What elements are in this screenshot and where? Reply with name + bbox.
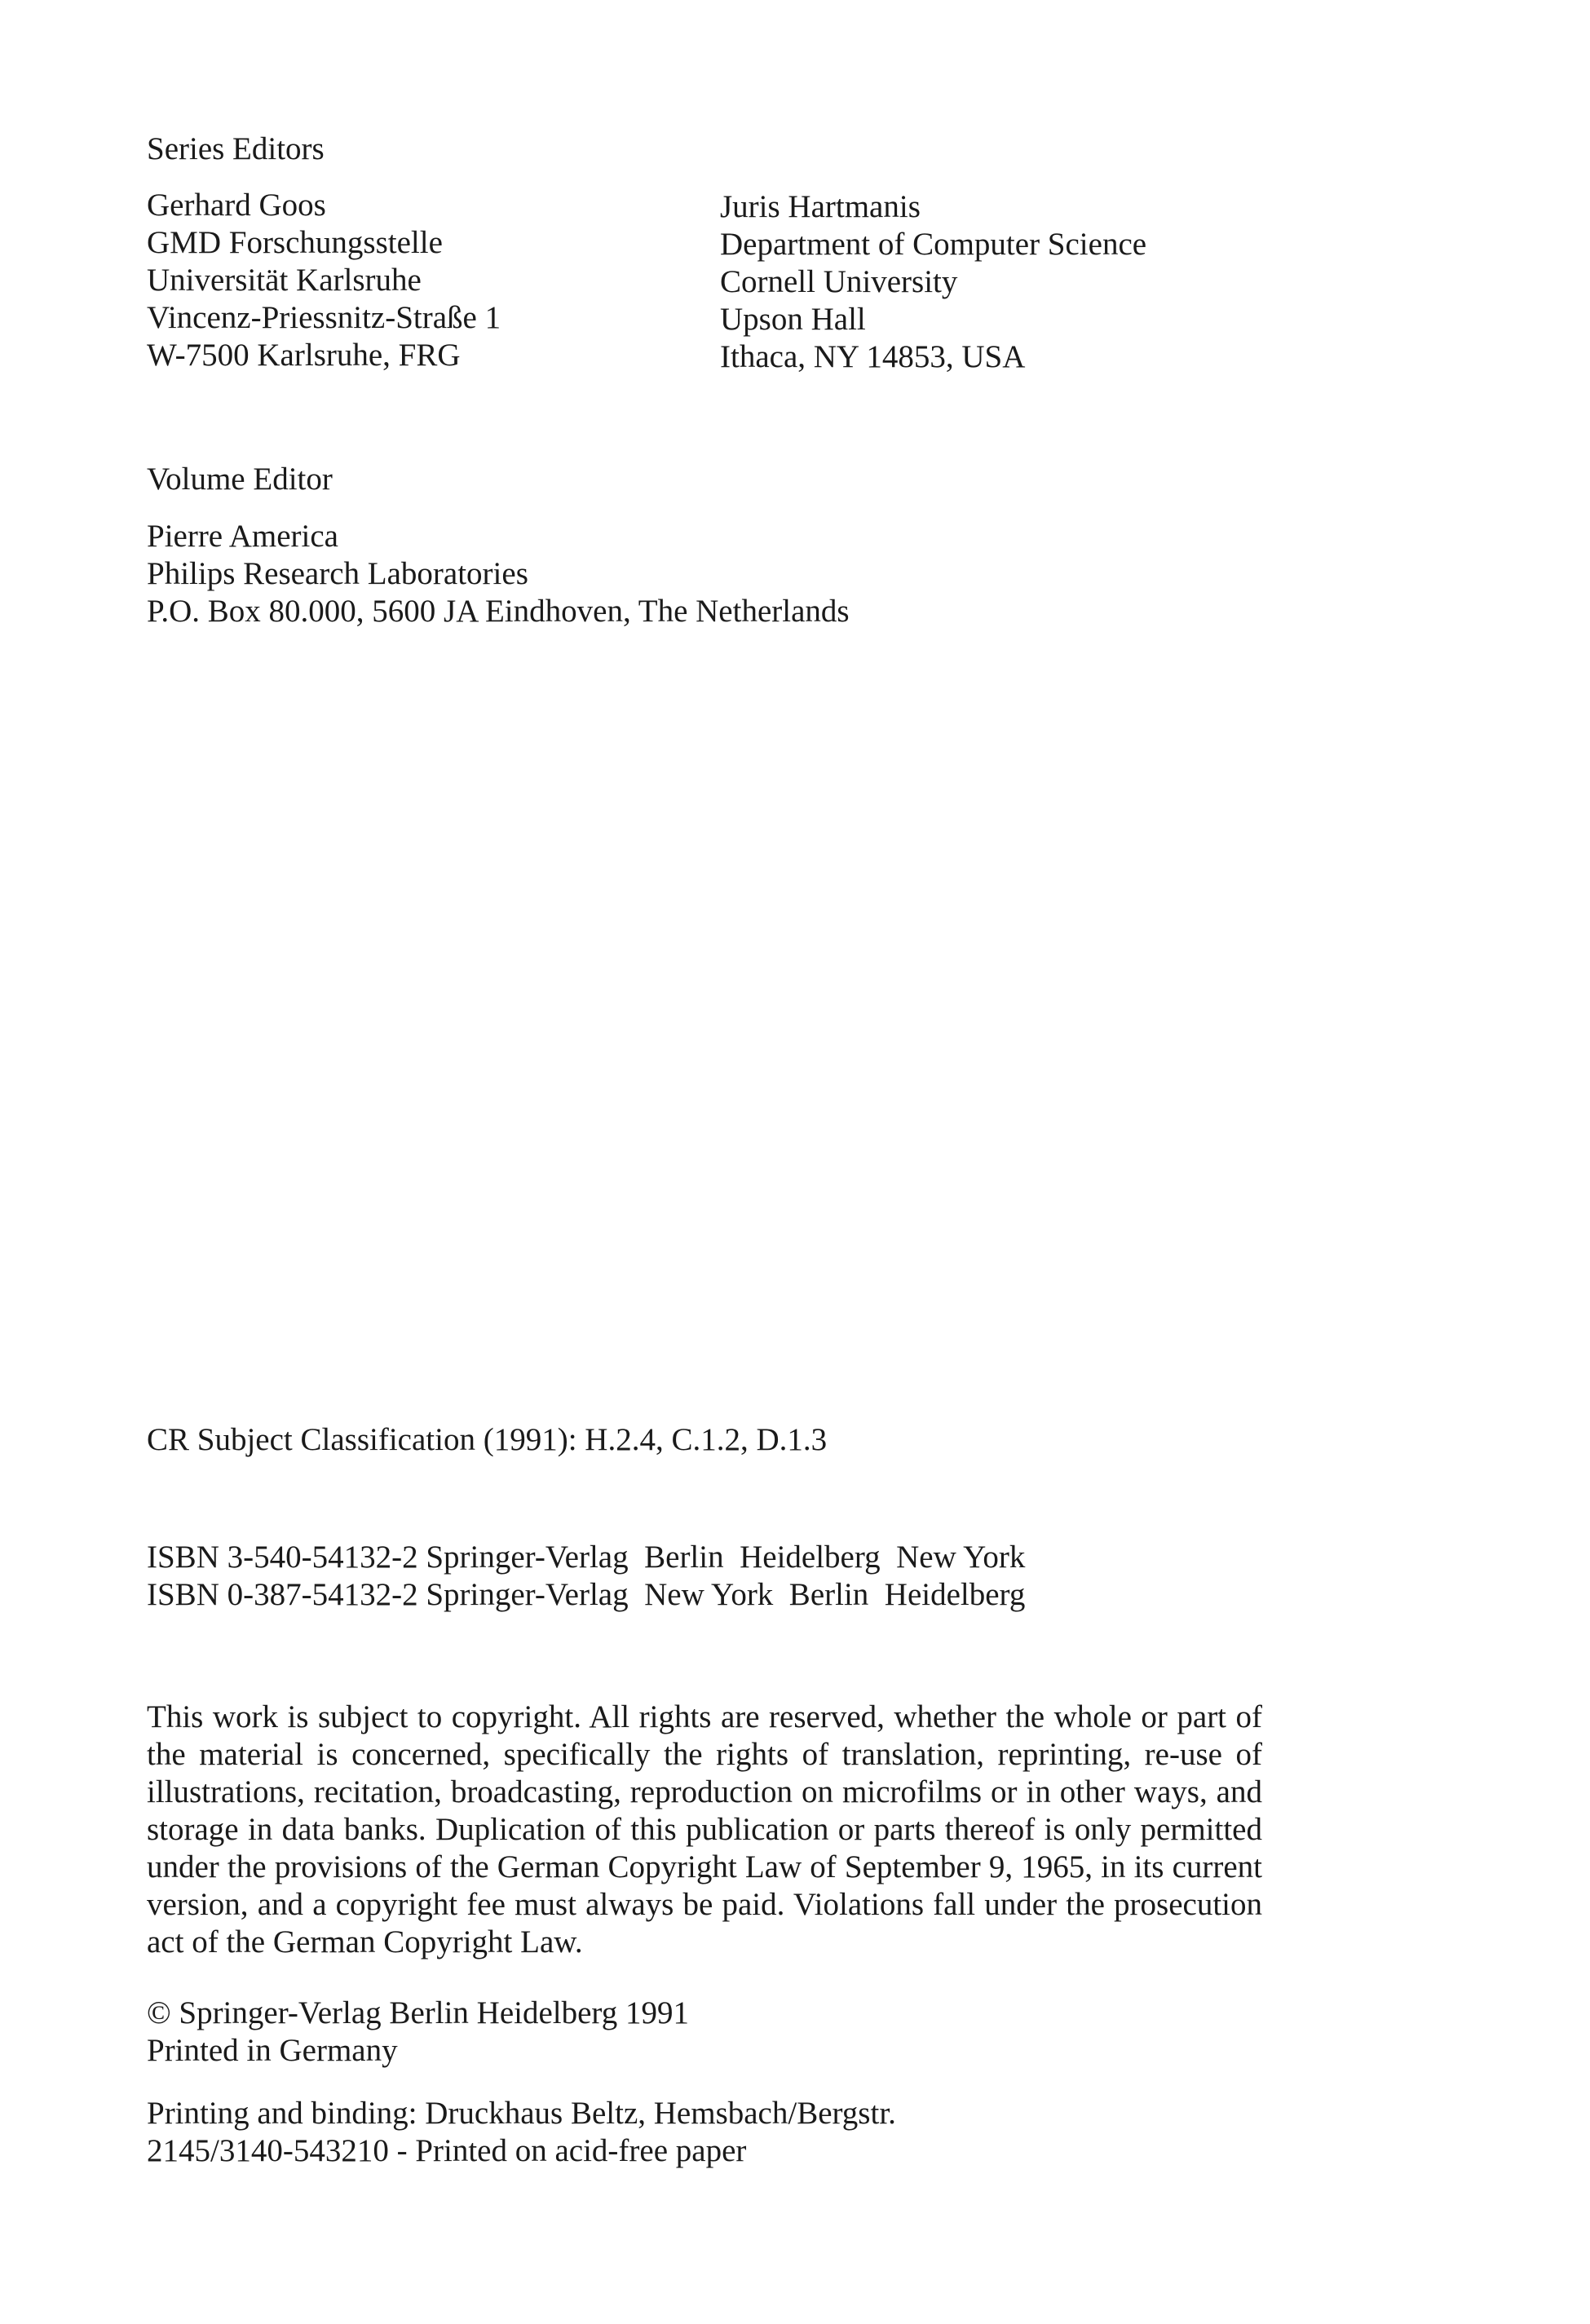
printing-code-line: 2145/3140-543210 - Printed on acid-free paper [147, 2133, 747, 2168]
isbn-line [147, 1539, 1025, 1576]
address-line: Cornell University [720, 264, 958, 299]
address-line: Juris Hartmanis [720, 189, 921, 224]
isbn-text: ISBN 3-540-54132-2 Springer-Verlag Berlin Heidelberg New York [147, 1540, 1026, 1575]
printing-info [147, 2095, 896, 2170]
address-line: P.O. Box 80.000, 5600 JA Eindhoven, The Netherlands [147, 594, 850, 629]
address-line: GMD Forschungsstelle [147, 225, 443, 260]
address-line: Upson Hall [720, 302, 866, 337]
printing-binding-line: Printing and binding: Druckhaus Beltz, Hemsbach/Bergstr. [147, 2096, 896, 2131]
volume-editor-address [147, 518, 850, 630]
address-line: Ithaca, NY 14853, USA [720, 339, 1026, 374]
address-line: Universität Karlsruhe [147, 263, 422, 298]
address-line: W-7500 Karlsruhe, FRG [147, 338, 461, 373]
copyright-notice: This work is subject to copyright. All rights are reserved, whether the whole or part of the material is concerned, specifically the rights of translation, reprinting, re-use of illustrations, recitation, broadcasting, reproduction on microfilms or in other ways, and storage in data banks. Duplication of this publication or parts thereof is only permitted under the provisions of the German Copyright Law of September 9, 1965, in its current version, and a copyright fee must always be paid. Violations fall under the prosecution act of the German Copyright Law. [147, 1699, 1262, 1959]
address-line: Philips Research Laboratories [147, 556, 528, 591]
address-line: Vincenz-Priessnitz-Straße 1 [147, 300, 501, 335]
editor-goos-address [147, 187, 501, 374]
series-editors-heading: Series Editors [147, 131, 325, 166]
editor-hartmanis-address [720, 188, 1146, 376]
copyright-statement [147, 1995, 689, 2070]
cr-subject-classification: CR Subject Classification (1991): H.2.4, C.1.2, D.1.3 [147, 1422, 828, 1457]
isbn-text: ISBN 0-387-54132-2 Springer-Verlag New York Berlin Heidelberg [147, 1577, 1026, 1612]
address-line: Gerhard Goos [147, 188, 326, 223]
copyright-line: © Springer-Verlag Berlin Heidelberg 1991 [147, 1995, 689, 2030]
printed-in-line: Printed in Germany [147, 2033, 398, 2068]
address-line: Pierre America [147, 519, 338, 554]
address-line: Department of Computer Science [720, 227, 1147, 262]
isbn-block [147, 1539, 1025, 1614]
volume-editor-heading: Volume Editor [147, 462, 333, 497]
isbn-line [147, 1576, 1025, 1614]
